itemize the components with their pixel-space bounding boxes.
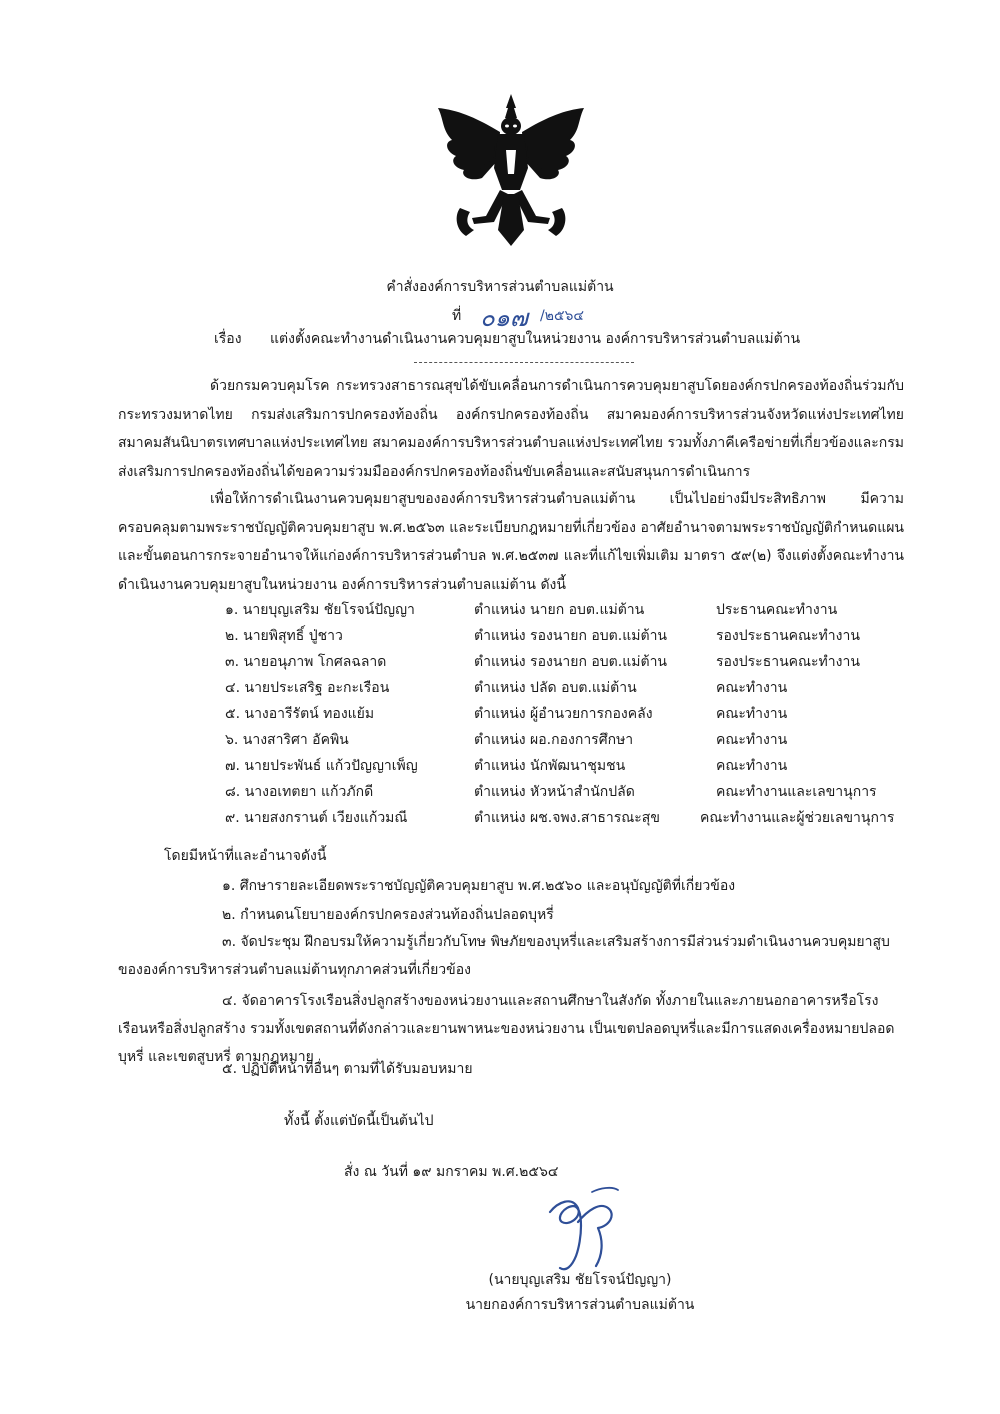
member-position: ตำแหน่ง ผช.จพง.สาธารณะสุข	[474, 810, 660, 826]
order-number-handwritten: ๐๑๗	[480, 304, 528, 332]
member-row	[0, 727, 1000, 753]
member-position: ตำแหน่ง นายก อบต.แม่ต้าน	[474, 602, 645, 618]
paragraph-2	[118, 485, 904, 599]
member-position: ตำแหน่ง ผอ.กองการศึกษา	[474, 732, 634, 748]
member-name: ๙. นายสงกรานต์ เวียงแก้วมณี	[225, 810, 408, 826]
duty-item: ๑. ศึกษารายละเอียดพระราชบัญญัติควบคุมยาสูบ พ.ศ.๒๕๖๐ และอนุบัญญัติที่เกี่ยวข้อง	[222, 878, 736, 894]
duties-intro: โดยมีหน้าที่และอำนาจดังนี้	[164, 848, 327, 864]
member-row	[0, 805, 1000, 831]
subject-text: แต่งตั้งคณะทำงานดำเนินงานควบคุมยาสูบในหน่วยงาน องค์การบริหารส่วนตำบลแม่ต้าน	[270, 331, 801, 347]
member-row	[0, 649, 1000, 675]
member-name: ๖. นางสาริศา อัคพิน	[225, 732, 349, 748]
paragraph-2-text: เพื่อให้การดำเนินงานควบคุมยาสูบขององค์การบริหารส่วนตำบลแม่ต้าน เป็นไปอย่างมีประสิทธิภาพ มีความครอบคลุมตามพระราชบัญญัติควบคุมยาสูบ พ.ศ.๒๕๖๓ และระเบียบกฎหมายที่เกี่ยวข้อง อาศัยอำนาจตามพระราชบัญญัติกำหนดแผนและขั้นตอนการกระจายอำนาจให้แก่องค์การบริหารส่วนตำบล พ.ศ.๒๕๓๗ และที่แก้ไขเพิ่มเติม มาตรา ๕๙(๒) จึงแต่งตั้งคณะทำงานดำเนินงานควบคุมยาสูบในหน่วยงาน องค์การบริหารส่วนตำบลแม่ต้าน ดังนี้	[118, 491, 905, 593]
member-role: รองประธานคณะทำงาน	[716, 654, 860, 670]
paragraph-1	[118, 372, 904, 486]
signatory-title: นายกองค์การบริหารส่วนตำบลแม่ต้าน	[465, 1297, 695, 1313]
order-title: คำสั่งองค์การบริหารส่วนตำบลแม่ต้าน	[386, 279, 614, 295]
garuda-emblem-icon	[430, 90, 592, 250]
order-number-suffix: /๒๕๖๔	[540, 308, 585, 324]
member-name: ๓. นายอนุภาพ โกศลฉลาด	[225, 654, 387, 670]
header-divider	[414, 362, 634, 363]
member-role: คณะทำงานและเลขานุการ	[716, 784, 877, 800]
member-name: ๕. นางอารีรัตน์ ทองแย้ม	[225, 706, 375, 722]
member-name: ๘. นางอเทตยา แก้วภักดี	[225, 784, 374, 800]
subject-label: เรื่อง	[214, 331, 242, 347]
duty-item: ๕. ปฏิบัติหน้าที่อื่นๆ ตามที่ได้รับมอบหมาย	[222, 1061, 473, 1077]
paragraph-1-text: ด้วยกรมควบคุมโรค กระทรวงสาธารณสุขได้ขับเคลื่อนการดำเนินการควบคุมยาสูบโดยองค์กรปกครองท้องถิ่นร่วมกับกระทรวงมหาดไทย กรมส่งเสริมการปกครองท้องถิ่น องค์กรปกครองท้องถิ่น สมาคมองค์การบริหารส่วนจังหวัดแห่งประเทศไทย สมาคมสันนิบาตรเทศบาลแห่งประเทศไทย สมาคมองค์การบริหารส่วนตำบลแห่งประเทศไทย รวมทั้งภาคีเครือข่ายที่เกี่ยวข้องและกรมส่งเสริมการปกครองท้องถิ่นได้ขอความร่วมมือองค์กรปกครองท้องถิ่นขับเคลื่อนและสนับสนุนการดำเนินการ	[118, 378, 904, 480]
member-position: ตำแหน่ง นักพัฒนาชุมชน	[474, 758, 626, 774]
member-position: ตำแหน่ง ปลัด อบต.แม่ต้าน	[474, 680, 637, 696]
member-name: ๔. นายประเสริฐ อะกะเรือน	[225, 680, 390, 696]
member-row	[0, 701, 1000, 727]
signatory-name: (นายบุญเสริม ชัยโรจน์ปัญญา)	[488, 1272, 672, 1288]
duty-item-3	[118, 928, 904, 984]
order-date: สั่ง ณ วันที่ ๑๙ มกราคม พ.ศ.๒๕๖๔	[344, 1164, 559, 1180]
member-role: คณะทำงาน	[716, 758, 788, 774]
member-row	[0, 597, 1000, 623]
member-position: ตำแหน่ง รองนายก อบต.แม่ต้าน	[474, 654, 667, 670]
duty-item-4-text: ๔. จัดอาคารโรงเรือนสิ่งปลูกสร้างของหน่วยงานและสถานศึกษาในสังกัด ทั้งภายในและภายนอกอาคารหรือโรงเรือนหรือสิ่งปลูกสร้าง รวมทั้งเขตสถานที่ดังกล่าวและยานพาหนะของหน่วยงาน เป็นเขตปลอดบุหรี่และมีการแสดงเครื่องหมายปลอดบุหรี่ และเขตสูบหรี่ ตามกฎหมาย	[118, 993, 895, 1065]
member-role: คณะทำงาน	[716, 732, 788, 748]
member-row	[0, 675, 1000, 701]
member-position: ตำแหน่ง ผู้อำนวยการกองคลัง	[474, 706, 653, 722]
member-row	[0, 623, 1000, 649]
member-role: คณะทำงาน	[716, 706, 788, 722]
member-name: ๒. นายพิสุทธิ์ ปู่ชาว	[225, 628, 343, 644]
duty-item-3-text: ๓. จัดประชุม ฝึกอบรมให้ความรู้เกี่ยวกับโทษ พิษภัยของบุหรี่และเสริมสร้างการมีส่วนร่วมดำเนินงานควบคุมยาสูบขององค์การบริหารส่วนตำบลแม่ต้านทุกภาคส่วนที่เกี่ยวข้อง	[118, 934, 890, 978]
signature-scribble-icon	[538, 1182, 628, 1282]
member-name: ๗. นายประพันธ์ แก้วปัญญาเพ็ญ	[225, 758, 418, 774]
duty-item: ๒. กำหนดนโยบายองค์กรปกครองส่วนท้องถิ่นปลอดบุหรี่	[222, 907, 554, 923]
order-number-prefix: ที่	[452, 308, 462, 324]
effective-statement: ทั้งนี้ ตั้งแต่บัดนี้เป็นต้นไป	[284, 1113, 434, 1129]
member-role: คณะทำงานและผู้ช่วยเลขานุการ	[700, 810, 895, 826]
member-row	[0, 779, 1000, 805]
member-role: รองประธานคณะทำงาน	[716, 628, 860, 644]
member-position: ตำแหน่ง รองนายก อบต.แม่ต้าน	[474, 628, 667, 644]
member-position: ตำแหน่ง หัวหน้าสำนักปลัด	[474, 784, 635, 800]
member-role: คณะทำงาน	[716, 680, 788, 696]
member-row	[0, 753, 1000, 779]
member-name: ๑. นายบุญเสริม ชัยโรจน์ปัญญา	[225, 602, 415, 618]
member-role: ประธานคณะทำงาน	[716, 602, 838, 618]
